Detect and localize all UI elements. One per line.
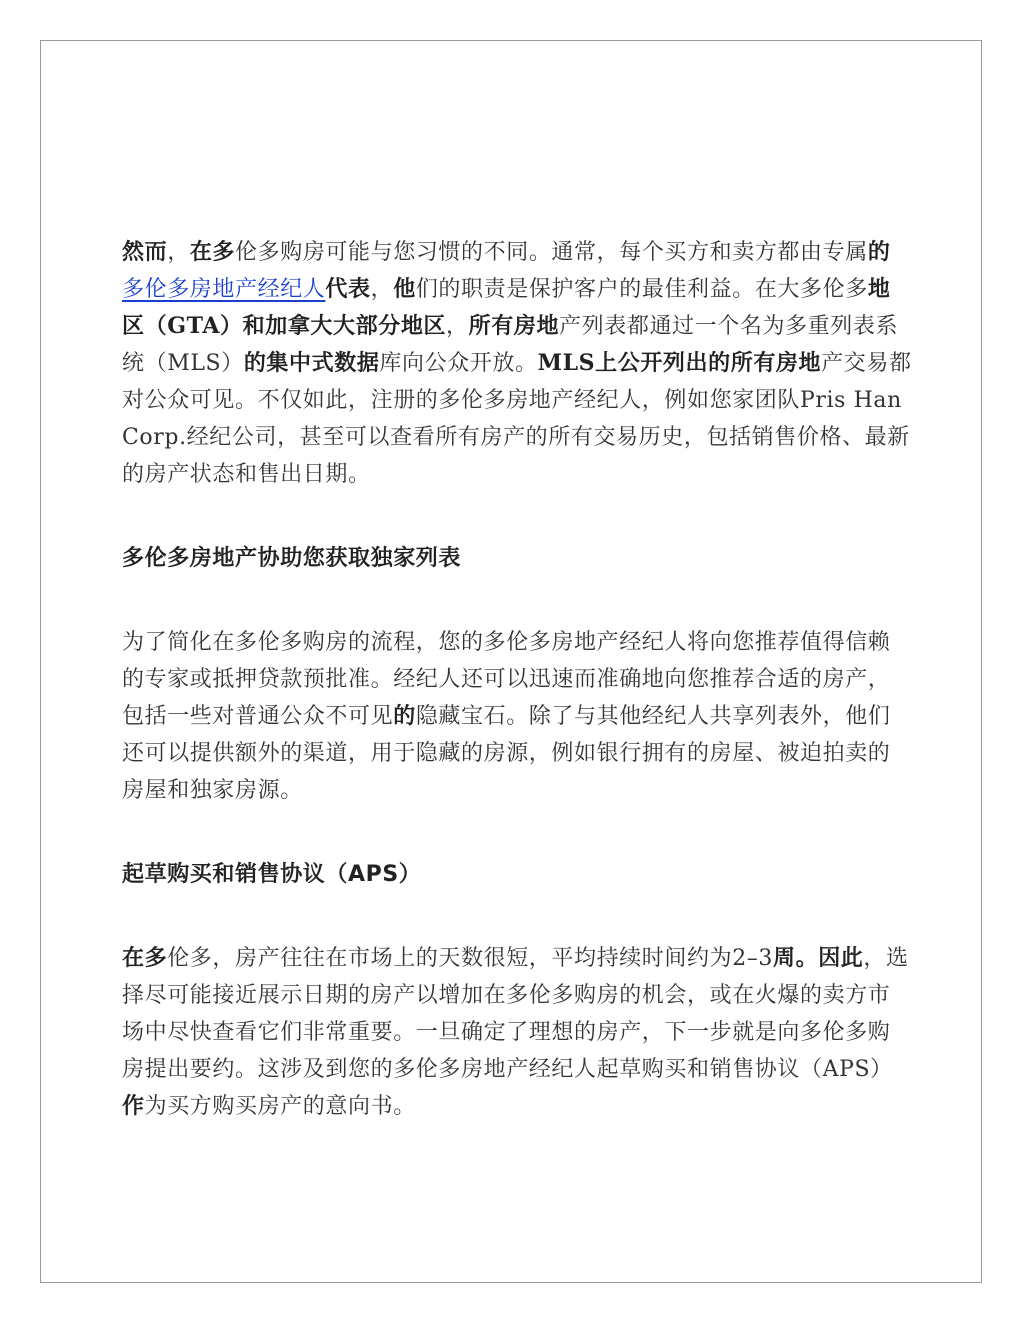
text-run: 在多 xyxy=(122,945,168,971)
text-run: 他 xyxy=(393,276,416,302)
text-run: 产列表都通过一个名为多重列表系统（MLS） xyxy=(122,314,899,376)
text-run: ， xyxy=(446,314,469,339)
text-run: 代表 xyxy=(325,276,371,302)
text-run: 的集中式数据 xyxy=(243,350,380,376)
document-page xyxy=(40,40,982,1283)
text-run: 为买方购买房产的意向书。 xyxy=(144,1094,416,1119)
text-run: 伦多，房产往往在市场上的天数很短，平均持续时间约为2–3 xyxy=(167,946,773,971)
text-run: 作 xyxy=(122,1093,145,1119)
text-run: 在多 xyxy=(189,239,236,265)
toronto-realtor-link[interactable]: 多伦多房地产经纪人 xyxy=(122,277,326,302)
text-run: 周。因此 xyxy=(773,945,864,971)
text-run: 为了简化在多伦多购房的流程，您的多伦多房地产经纪人将向您推荐值得信赖的专家或抵押贷款预批准。经纪人还可以迅速而准确地向您推荐合适的房产，包括一些对普通公众不可见 xyxy=(122,630,891,729)
text-run: ， xyxy=(370,277,394,302)
text-run: 的 xyxy=(393,703,416,729)
text-run: 所有房地 xyxy=(468,313,560,339)
article-body xyxy=(122,234,912,1125)
text-run: 隐藏宝石。除了与其他经纪人共享列表外，他们还可以提供额外的渠道，用于隐藏的房源，例如银行拥有的房屋、被迫拍卖的房屋和独家房源。 xyxy=(122,704,891,803)
text-run: 产交易都对公众可见。不仅如此，注册的多伦多房地产经纪人，例如您家团队Pris Han Corp.经纪公司，甚至可以查看所有房产的所有交易历史，包括销售价格、最新的房产状态和售出日期。 xyxy=(122,351,912,487)
section-heading-exclusive-listings: 多伦多房地产协助您获取独家列表 xyxy=(122,546,462,571)
text-run: 伦多购房可能与您习惯的不同。通常，每个买方和卖方都由专属 xyxy=(235,240,868,265)
text-run: ，选择尽可能接近展示日期的房产以增加在多伦多购房的机会，或在火爆的卖方市场中尽快查看它们非常重要。一旦确定了理想的房产，下一步就是向多伦多购房提出要约。这涉及到您的多伦多房地产经纪人起草购买和销售协议（APS） xyxy=(122,946,909,1082)
text-run: 们的职责是保护客户的最佳利益。在大多伦多 xyxy=(415,277,868,302)
paragraph-exclusive-listings xyxy=(122,624,912,809)
text-run: 地区（GTA）和加拿大大部分地区 xyxy=(122,276,891,339)
section-heading-aps: 起草购买和销售协议（APS） xyxy=(122,862,422,887)
text-run: MLS上公开列出的所有房地 xyxy=(537,350,822,376)
text-run: ， xyxy=(167,240,190,265)
paragraph-aps xyxy=(122,940,912,1125)
text-run: 的 xyxy=(867,239,891,265)
text-run: 然而 xyxy=(122,239,168,265)
paragraph-buying-process xyxy=(122,234,912,493)
text-run: 库向公众开放。 xyxy=(379,351,538,376)
